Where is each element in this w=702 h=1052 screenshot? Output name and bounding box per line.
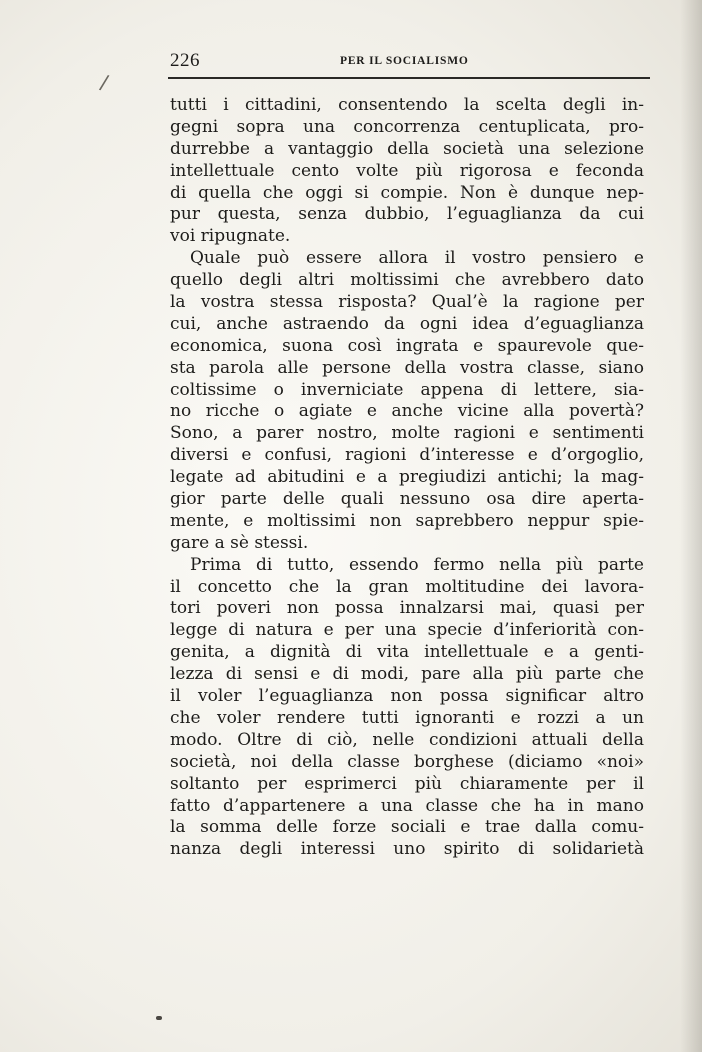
- text-line: di quella che oggi si compie. Non è dunque nep-: [170, 182, 644, 203]
- running-title: PER IL SOCIALISMO: [340, 55, 469, 67]
- text-line: mente, e moltissimi non saprebbero neppur spie-: [170, 510, 644, 531]
- text-line: il concetto che la gran moltitudine dei lavora-: [170, 576, 644, 597]
- text-line: fatto d’appartenere a una classe che ha in mano: [170, 795, 644, 816]
- text-line: coltissime o inverniciate appena di lettere, sia-: [170, 379, 644, 400]
- text-line: no ricche o agiate e anche vicine alla povertà?: [170, 401, 644, 422]
- text-line: sta parola alle persone della vostra classe, siano: [170, 357, 644, 378]
- text-line: cui, anche astraendo da ogni idea d’eguaglianza: [170, 313, 644, 334]
- text-line: quello degli altri moltissimi che avrebbero dato: [170, 270, 644, 291]
- text-line: nanza degli interessi uno spirito di solidarietà: [170, 839, 644, 860]
- text-line: intellettuale cento volte più rigorosa e feconda: [170, 160, 644, 181]
- text-line: la vostra stessa risposta? Qual’è la ragione per: [170, 292, 644, 313]
- header-rule: [168, 77, 650, 79]
- text-line: il voler l’eguaglianza non possa significar altro: [170, 686, 644, 707]
- page-header: [168, 46, 650, 72]
- text-line: legge di natura e per una specie d’inferiorità con-: [170, 620, 644, 641]
- text-line: tori poveri non possa innalzarsi mai, quasi per: [170, 598, 644, 619]
- body-text: [170, 95, 644, 861]
- text-line: legate ad abitudini e a pregiudizi antichi; la mag-: [170, 467, 644, 488]
- page-number: 226: [170, 50, 200, 71]
- text-line: Sono, a parer nostro, molte ragioni e sentimenti: [170, 423, 644, 444]
- text-line: soltanto per esprimerci più chiaramente per il: [170, 773, 644, 794]
- margin-pencil-mark: /: [98, 69, 111, 95]
- text-line: gior parte delle quali nessuno osa dire aperta-: [170, 489, 644, 510]
- text-line: modo. Oltre di ciò, nelle condizioni attuali della: [170, 729, 644, 750]
- text-line: gegni sopra una concorrenza centuplicata, pro-: [170, 116, 644, 137]
- text-line: che voler rendere tutti ignoranti e rozzi a un: [170, 707, 644, 728]
- text-line: durrebbe a vantaggio della società una selezione: [170, 138, 644, 159]
- text-line: genita, a dignità di vita intellettuale e a genti-: [170, 642, 644, 663]
- text-line: voi ripugnate.: [170, 226, 291, 247]
- text-line: lezza di sensi e di modi, pare alla più parte che: [170, 664, 644, 685]
- text-line: gare a sè stessi.: [170, 532, 309, 553]
- text-line: Prima di tutto, essendo fermo nella più parte: [190, 554, 644, 575]
- text-line: economica, suona così ingrata e spaurevole que-: [170, 335, 644, 356]
- binding-shadow: [680, 0, 702, 1052]
- text-line: diversi e confusi, ragioni d’interesse e d’orgoglio,: [170, 445, 644, 466]
- text-line: società, noi della classe borghese (diciamo «noi»: [170, 751, 644, 772]
- ink-speck: [156, 1016, 162, 1020]
- text-line: Quale può essere allora il vostro pensiero e: [190, 248, 644, 269]
- text-line: la somma delle forze sociali e trae dalla comu-: [170, 817, 644, 838]
- text-line: tutti i cittadini, consentendo la scelta degli in-: [170, 95, 644, 115]
- text-line: pur questa, senza dubbio, l’eguaglianza da cui: [170, 204, 644, 225]
